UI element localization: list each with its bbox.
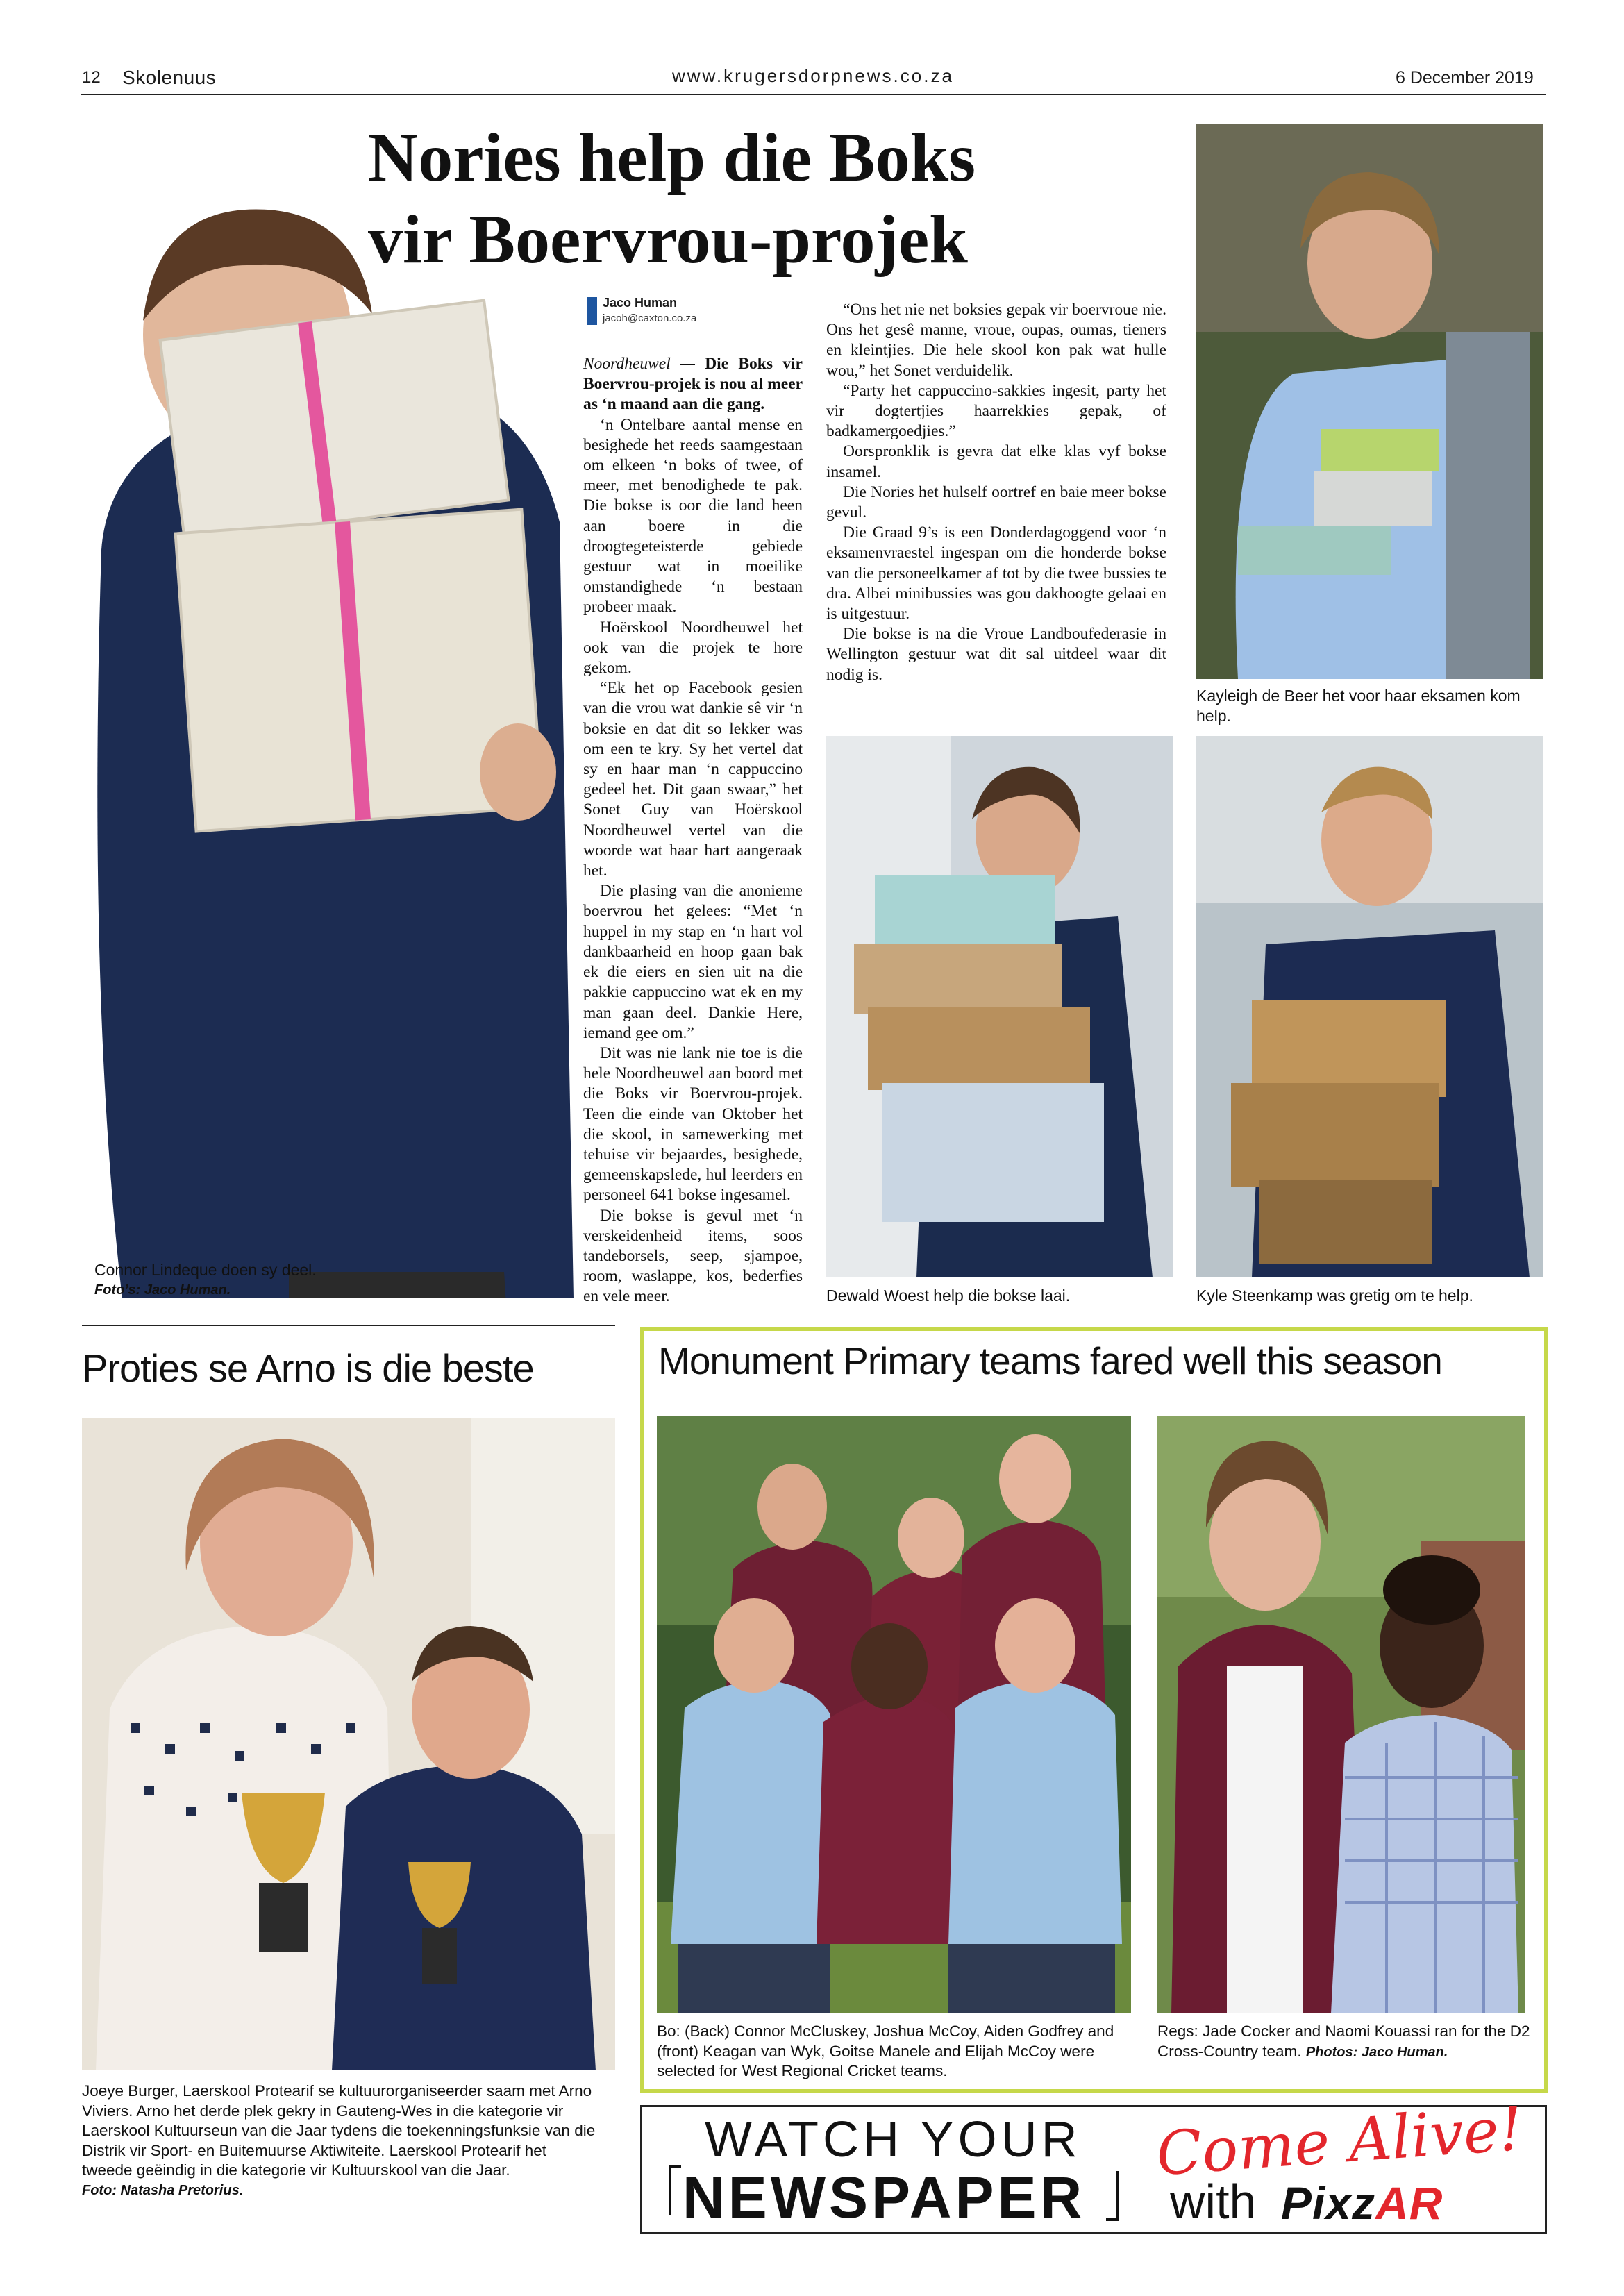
ad-bracket-right: [1106, 2171, 1119, 2221]
col2-paragraph: Die Graad 9’s is een Donderdagoggend voor ‘n eksamenvraestel ingespan om die honderde bokse van die personeelkamer af tot by die twee bussies te dra. Albei minibussies was gou dakhoogte gelaai en is uitgestuur.: [826, 523, 1166, 623]
ad-brand-logo: [1281, 2177, 1443, 2229]
section-name: Skolenuus: [122, 67, 217, 88]
caption-main-text: Connor Lindeque doen sy deel.: [94, 1261, 317, 1279]
photo-dewald-woest: [826, 736, 1173, 1277]
lead-text: Die Boks vir Boervrou-projek is nou al meer as ‘n maand aan die gang.: [583, 355, 803, 414]
photo-cross-country: [1157, 1416, 1525, 2013]
article2-headline: Proties se Arno is die beste: [82, 1346, 534, 1390]
page-number: 12: [82, 68, 101, 87]
byline-bar: [587, 297, 597, 325]
article3-headline: Monument Primary teams fared well this season: [658, 1339, 1442, 1382]
ad-script-come-alive: Come Alive!: [1154, 2094, 1525, 2190]
photo-cricket-team: [657, 1416, 1131, 2013]
col2-paragraph: Oorspronklik is gevra dat elke klas vyf bokse insamel.: [826, 442, 1166, 481]
headline-line-1: Nories help die Boks: [368, 119, 976, 196]
caption-kyle: Kyle Steenkamp was gretig om te help.: [1196, 1287, 1473, 1305]
article2-caption-text: Joeye Burger, Laerskool Protearif se kultuurorganiseerder saam met Arno Viviers. Arno het derde plek gekry in Gauteng-Wes in die kategorie vir Laerskool Kultuurseun van die Jaar tydens die toekenningsfunksie van die Distrik vir Sport- en Buitemuurse Aktiwiteite. Laerskool Protearif het tweede geëindig in die kategorie vir Kultuurskool van die Jaar.: [82, 2082, 596, 2179]
article3-credit: Photos: Jaco Human.: [1305, 2044, 1448, 2060]
lead-place: Noordheuwel —: [583, 355, 695, 373]
col2-paragraph: “Party het cappuccino-sakkies ingesit, party het vir dogtertjies haarrekkies gepak, of badkamergoedjies.”: [826, 381, 1166, 441]
author-email: jacoh@caxton.co.za: [603, 312, 697, 324]
article2-rule: [82, 1325, 615, 1326]
article2-caption: [82, 2081, 596, 2200]
ad-brand-ar: AR: [1375, 2177, 1443, 2229]
ad-with: with: [1170, 2175, 1257, 2229]
article1-headline: [368, 117, 976, 280]
col1-paragraph: Die bokse is gevul met ‘n verskeidenheid items, soos tandeborsels, seep, sjampoe, room, waslappe, kos, bederfies en vele meer.: [583, 1206, 803, 1306]
caption-dewald: Dewald Woest help die bokse laai.: [826, 1287, 1071, 1305]
caption-main-credit: Foto’s: Jaco Human.: [94, 1282, 231, 1298]
photo-joeye-and-arno: [82, 1418, 615, 2070]
pixzar-advert[interactable]: [640, 2094, 1547, 2234]
author-name: Jaco Human: [603, 296, 678, 310]
col2-paragraph: Die bokse is na die Vroue Landboufederasie in Wellington gestuur wat dit sal uitdeel waar dit nodig is.: [826, 625, 1166, 684]
col2-paragraph: “Ons het nie net boksies gepak vir boervroue nie. Ons het gesê manne, vroue, oupas, oumas, tieners en kleintjies. Die hele skool kon pak wat hulle wou,” het Sonet verduidelik.: [826, 301, 1166, 380]
ad-bracket-left: [669, 2165, 681, 2215]
article3-caption-left: Bo: (Back) Connor McCluskey, Joshua McCoy, Aiden Godfrey and (front) Keagan van Wyk, Goitse Manele and Elijah McCoy were selected for West Regional Cricket teams.: [657, 2022, 1114, 2079]
article1-column-1: [450, 354, 803, 1312]
photo-kayleigh-de-beer: [1196, 124, 1543, 679]
col1-paragraph: Die plasing van die anonieme boervrou het gelees: “Met ‘n huppel in my stap en ‘n hart vol dankbaarheid en hoop gaan bak ek die eiers en sien uit na die pakkie cappuccino wat ek en my man gaan deel. Dankie Here, iemand gee om.”: [583, 882, 803, 1042]
col1-paragraph: Hoërskool Noordheuwel het ook van die projek te hore gekom.: [583, 618, 803, 678]
photo-kyle-steenkamp: [1196, 736, 1543, 1277]
article3-caption-right: [1157, 2022, 1532, 2062]
ad-line-watch-your: WATCH YOUR: [705, 2112, 1082, 2168]
ad-line-newspaper: NEWSPAPER: [683, 2165, 1086, 2230]
website-url: www.krugersdorpnews.co.za: [672, 65, 954, 86]
article1-column-2: [826, 300, 1166, 685]
text-wrap-spacer: [450, 354, 583, 1312]
col1-paragraph: “Ek het op Facebook gesien van die vrou wat dankie sê vir ‘n boksie en dat dit so lekker was om een te kry. Sy het vertel dat sy en haar man ‘n cappuccino gedeel het. Dit gaan swaar,” het Sonet Guy van Hoërskool Noordheuwel vertel van die woorde wat haar hart aangeraak het.: [583, 679, 803, 880]
headline-line-2: vir Boervrou-projek: [368, 201, 968, 278]
header-rule: [81, 94, 1546, 95]
caption-kayleigh: Kayleigh de Beer het voor haar eksamen kom help.: [1196, 687, 1521, 725]
col1-paragraph: ‘n Ontelbare aantal mense en besighede het reeds saamgestaan om elkeen ‘n boks of twee, of meer, met benodighede te pak. Die bokse is oor die land heen aan boere in die droogtegeteisterde gebiede gestuur wat in moeilike omstandighede ‘n bestaan probeer maak.: [583, 415, 803, 617]
caption-main-photo: [94, 1260, 393, 1300]
article3-caption-right-text: Regs: Jade Cocker and Naomi Kouassi ran for the D2 Cross-Country team.: [1157, 2022, 1530, 2060]
ad-brand-pixz: Pixz: [1281, 2177, 1376, 2229]
col2-paragraph: Die Nories het hulself oortref en baie meer bokse gevul.: [826, 483, 1166, 522]
issue-date: 6 December 2019: [1396, 68, 1534, 87]
article2-credit: Foto: Natasha Pretorius.: [82, 2182, 244, 2198]
col1-paragraph: Dit was nie lank nie toe is die hele Noordheuwel aan boord met die Boks vir Boervrou-projek. Teen die einde van Oktober het die skool, in samewerking met tehuise vir bejaardes, besighede, gemeenskapslede, hul leerders en personeel 641 bokse ingesamel.: [583, 1044, 803, 1205]
